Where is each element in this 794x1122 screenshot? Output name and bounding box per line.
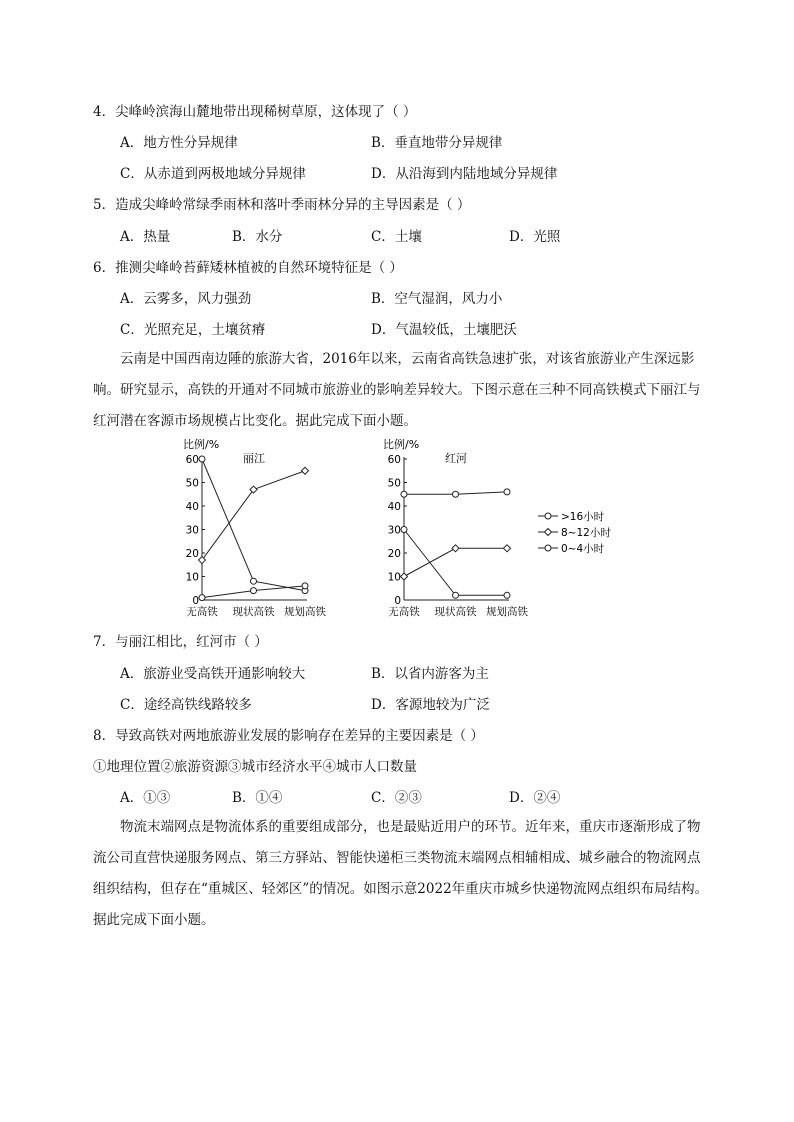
q7-option-b: B．以省内游客为主 (371, 666, 489, 682)
passage-chongqing: 物流末端网点是物流体系的重要组成部分，也是最贴近用户的环节。近年来，重庆市逐渐形成了物流公司直营快递服务网点、第三方驿站、智能快递柜三类物流末端网点相辅相成、城乡融合的物流网点组织结构，但存在“重城区、轻郊区”的情况。如图示意2022年重庆市城乡快递物流网点组织布局结构。据此完成下面小题。 (93, 819, 709, 928)
y-tick-label: 30 (387, 524, 401, 537)
y-tick-label: 20 (387, 548, 401, 560)
y-tick-label: 20 (185, 548, 199, 560)
y-tick-label: 10 (185, 571, 199, 584)
q6-option-d: D．气温较低，土壤肥沃 (371, 322, 517, 338)
legend-marker-circle (545, 545, 551, 551)
series-line (202, 471, 305, 560)
y-tick-label: 40 (185, 501, 199, 513)
q4-option-a: A．地方性分异规律 (120, 135, 238, 151)
y-tick-label: 60 (185, 454, 199, 466)
q7-stem: 7．与丽江相比，红河市（ ） (93, 634, 268, 650)
series-line (404, 548, 507, 576)
passage-yunnan: 云南是中国西南边陲的旅游大省，2016年以来，云南省高铁急速扩张，对该省旅游业产生深远影响。研究显示，高铁的开通对不同城市旅游业的影响差异较大。下图示意在三种不同高铁模式下丽江与红河潜在客源市场规模占比变化。据此完成下面小题。 (93, 351, 701, 429)
q5-option-d: D．光照 (509, 229, 561, 245)
q8-option-d: D．②④ (509, 790, 561, 806)
y-tick-label: 10 (387, 571, 401, 584)
q8-option-c: C．②③ (371, 790, 422, 806)
data-point (401, 527, 407, 533)
data-point (199, 557, 206, 564)
legend-item-over16h (538, 510, 605, 523)
chart-lijiang (175, 437, 335, 622)
y-tick-label: 0 (192, 595, 199, 607)
chart-legend (536, 506, 636, 561)
data-point (199, 595, 205, 601)
legend-item-8to12h (538, 526, 611, 539)
q5-option-b: B．水分 (232, 229, 283, 245)
q6-option-a: A．云雾多，风力强劲 (120, 291, 252, 307)
chart-lijiang-ylabel: 比例/% (183, 438, 220, 451)
q4-stem: 4．尖峰岭滨海山麓地带出现稀树草原，这体现了（ ） (93, 104, 417, 120)
data-point (504, 489, 510, 495)
legend-label-8to12h: 8~12小时 (561, 527, 611, 539)
q5-option-c: C．土壤 (371, 229, 422, 245)
data-point (504, 545, 511, 552)
q6-option-c: C．光照充足，土壤贫瘠 (120, 322, 266, 338)
y-tick-label: 50 (387, 477, 401, 490)
q7-option-d: D．客源地较为广泛 (371, 697, 490, 713)
y-tick-label: 50 (185, 477, 199, 490)
data-point (250, 486, 257, 493)
data-point (452, 545, 459, 552)
q8-option-b: B．①④ (232, 790, 283, 806)
data-point (504, 592, 510, 598)
series-line (202, 459, 305, 591)
q4-option-c: C．从赤道到两极地域分异规律 (120, 166, 306, 182)
y-tick-label: 40 (387, 501, 401, 513)
data-point (401, 491, 407, 497)
data-point (199, 456, 205, 462)
data-point (302, 467, 309, 474)
chart-honghe-ylabel: 比例/% (383, 438, 420, 451)
q8-items: ①地理位置②旅游资源③城市经济水平④城市人口数量 (93, 759, 417, 775)
q7-option-c: C．途经高铁线路较多 (120, 697, 252, 713)
legend-marker-diamond (545, 529, 552, 536)
chart-lijiang-title: 丽江 (243, 452, 265, 465)
data-point (251, 578, 257, 584)
data-point (302, 583, 308, 589)
series-line (404, 530, 507, 596)
data-point (453, 491, 459, 497)
q4-option-b: B．垂直地带分异规律 (371, 135, 503, 151)
x-tick-label: 无高铁 (388, 606, 420, 618)
y-tick-label: 0 (394, 595, 401, 607)
data-point (251, 588, 257, 594)
data-point (401, 573, 408, 580)
y-tick-label: 30 (185, 524, 199, 537)
x-tick-label: 现状高铁 (232, 606, 275, 618)
q5-stem: 5．造成尖峰岭常绿季雨林和落叶季雨林分异的主导因素是（ ） (93, 197, 471, 213)
y-tick-label: 60 (387, 454, 401, 466)
chart-honghe-title: 红河 (445, 452, 467, 465)
x-tick-label: 现状高铁 (434, 606, 477, 618)
q6-stem: 6．推测尖峰岭苔藓矮林植被的自然环境特征是（ ） (93, 260, 403, 276)
q8-option-a: A．①③ (120, 790, 171, 806)
q5-option-a: A．热量 (120, 229, 171, 245)
q4-option-d: D．从沿海到内陆地域分异规律 (371, 166, 558, 182)
legend-label-0to4h: 0~4小时 (561, 543, 605, 555)
x-tick-label: 规划高铁 (284, 606, 326, 618)
q7-option-a: A．旅游业受高铁开通影响较大 (120, 666, 306, 682)
x-tick-label: 规划高铁 (486, 606, 528, 618)
legend-item-0to4h (538, 542, 605, 555)
legend-marker-circle (545, 513, 551, 519)
chart-honghe (377, 437, 537, 622)
q6-option-b: B．空气湿润，风力小 (371, 291, 503, 307)
legend-label-over16h: >16小时 (561, 511, 605, 523)
q8-stem: 8．导致高铁对两地旅游业发展的影响存在差异的主要因素是（ ） (93, 728, 484, 744)
x-tick-label: 无高铁 (186, 606, 218, 618)
data-point (453, 592, 459, 598)
